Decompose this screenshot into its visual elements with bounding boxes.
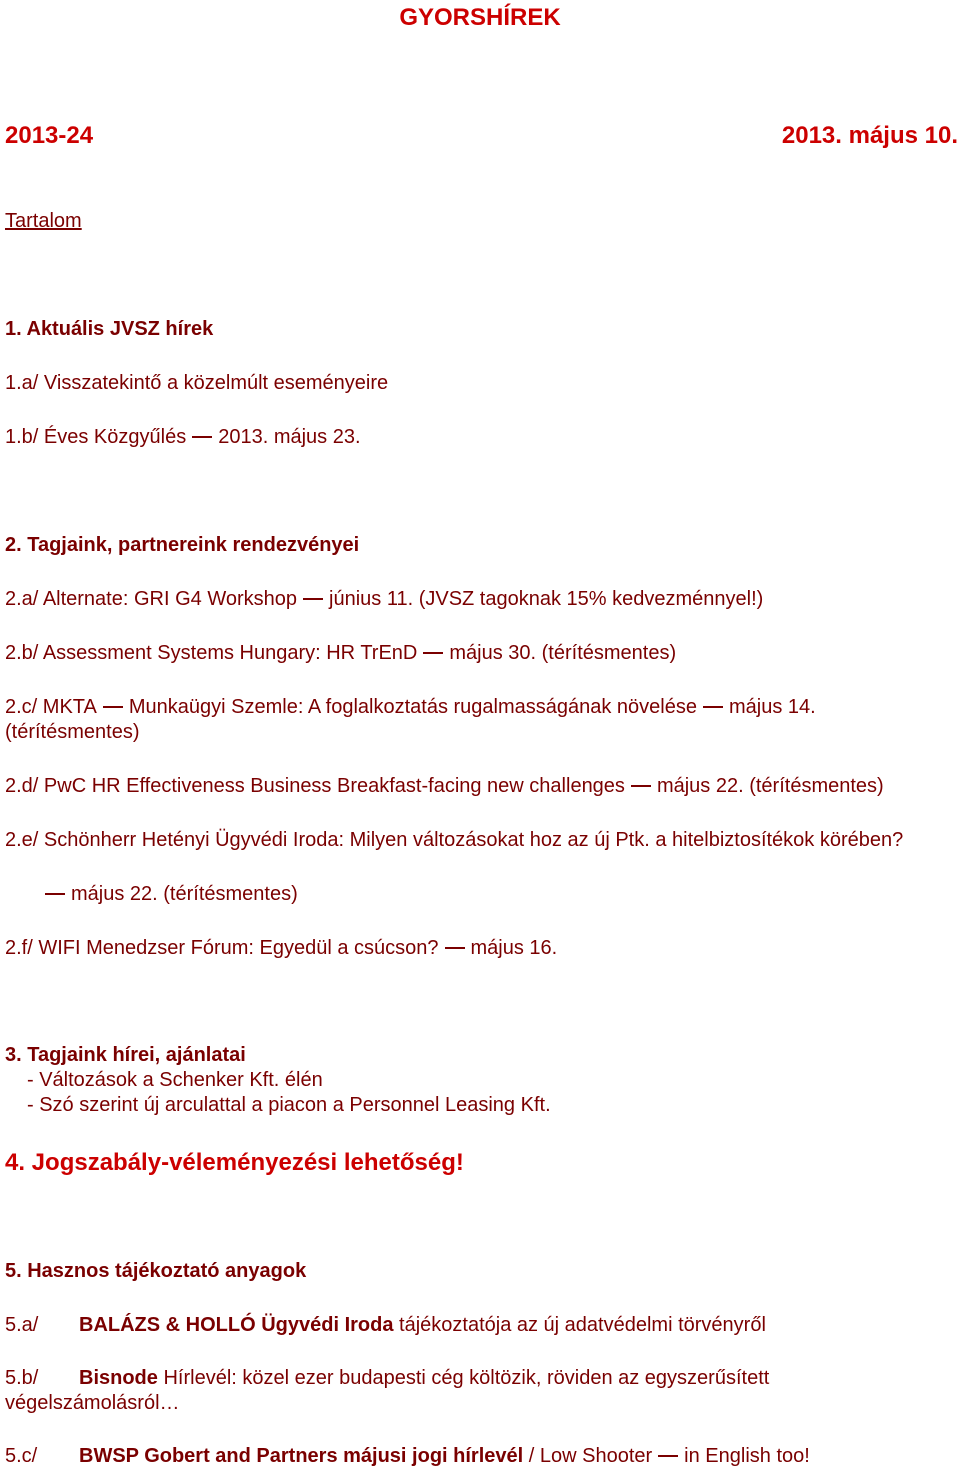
item-5b-continued[interactable]: végelszámolásról… <box>5 1392 180 1414</box>
issue-date: 2013. május 10. <box>781 122 958 149</box>
item-2c-date: május 14. <box>728 696 816 718</box>
item-5b-org: Bisnode <box>79 1367 158 1389</box>
dash-separator <box>303 598 323 600</box>
item-2c-fee: (térítésmentes) <box>5 721 140 743</box>
item-1b-date: 2013. május 23. <box>218 426 361 448</box>
dash-separator <box>192 436 212 438</box>
item-5c[interactable] <box>79 1445 810 1468</box>
item-5b-text: Hírlevél: közel ezer budapesti cég költözik, röviden az egyszerűsített <box>157 1367 770 1389</box>
item-2c-title: Munkaügyi Szemle: A foglalkoztatás rugalmasságának növelése <box>128 696 697 718</box>
item-2a-date: június 11. (JVSZ tagoknak 15% kedvezménnyel!) <box>329 588 764 610</box>
toc-link[interactable]: Tartalom <box>5 210 82 232</box>
item-2b-date: május 30. (térítésmentes) <box>449 642 677 664</box>
item-2e-date: május 22. (térítésmentes) <box>71 883 298 905</box>
section-5-heading[interactable]: 5. Hasznos tájékoztató anyagok <box>5 1260 307 1282</box>
item-5b[interactable] <box>79 1367 769 1390</box>
dash-separator <box>703 706 723 708</box>
item-5c-org: BWSP Gobert and Partners májusi jogi hírlevél <box>79 1445 524 1467</box>
dash-separator <box>423 652 443 654</box>
item-3-schenker[interactable]: - Változások a Schenker Kft. élén <box>27 1069 323 1091</box>
item-2d[interactable] <box>5 775 884 798</box>
item-1b[interactable] <box>5 426 361 449</box>
item-5c-english: in English too! <box>684 1445 810 1467</box>
item-2a-label: 2.a/ Alternate: GRI G4 Workshop <box>5 588 297 610</box>
item-5c-text: / Low Shooter <box>523 1445 653 1467</box>
issue-number: 2013-24 <box>5 122 94 149</box>
item-2f-date: május 16. <box>470 937 558 959</box>
dash-separator <box>103 706 123 708</box>
page-title: GYORSHÍREK <box>399 4 561 31</box>
item-2e[interactable]: 2.e/ Schönherr Hetényi Ügyvédi Iroda: Milyen változásokat hoz az új Ptk. a hitelbiztosítékok körében? <box>5 829 904 851</box>
item-5a-org: BALÁZS & HOLLÓ Ügyvédi Iroda <box>79 1314 394 1336</box>
dash-separator <box>45 893 65 895</box>
item-2d-label: 2.d/ PwC HR Effectiveness Business Breakfast-facing new challenges <box>5 775 625 797</box>
section-3-heading[interactable]: 3. Tagjaink hírei, ajánlatai <box>5 1044 246 1066</box>
item-2f-label: 2.f/ WIFI Menedzser Fórum: Egyedül a csúcson? <box>5 937 439 959</box>
item-5a[interactable] <box>79 1314 766 1337</box>
section-1-heading[interactable]: 1. Aktuális JVSZ hírek <box>5 318 214 340</box>
item-2b[interactable] <box>5 642 676 665</box>
item-2b-label: 2.b/ Assessment Systems Hungary: HR TrEnD <box>5 642 418 664</box>
item-5a-text: tájékoztatója az új adatvédelmi törvényről <box>393 1314 766 1336</box>
item-3-personnel-leasing[interactable]: - Szó szerint új arculattal a piacon a Personnel Leasing Kft. <box>27 1094 551 1116</box>
section-4-heading[interactable]: 4. Jogszabály-véleményezési lehetőség! <box>5 1149 464 1176</box>
dash-separator <box>658 1455 678 1457</box>
item-2c-org: 2.c/ MKTA <box>5 696 97 718</box>
item-1a[interactable]: 1.a/ Visszatekintő a közelmúlt eseményeire <box>5 372 389 394</box>
item-2e-date-line <box>45 883 298 906</box>
dash-separator <box>631 785 651 787</box>
item-2d-date: május 22. (térítésmentes) <box>656 775 884 797</box>
item-2a[interactable] <box>5 588 763 611</box>
item-5a-label: 5.a/ <box>5 1314 39 1336</box>
section-2-heading[interactable]: 2. Tagjaink, partnereink rendezvényei <box>5 534 360 556</box>
item-5b-label: 5.b/ <box>5 1367 39 1389</box>
item-1b-label: 1.b/ Éves Közgyűlés <box>5 426 187 448</box>
dash-separator <box>445 947 465 949</box>
item-5c-label: 5.c/ <box>5 1445 38 1467</box>
item-2c[interactable] <box>5 696 816 719</box>
item-2f[interactable] <box>5 937 557 960</box>
